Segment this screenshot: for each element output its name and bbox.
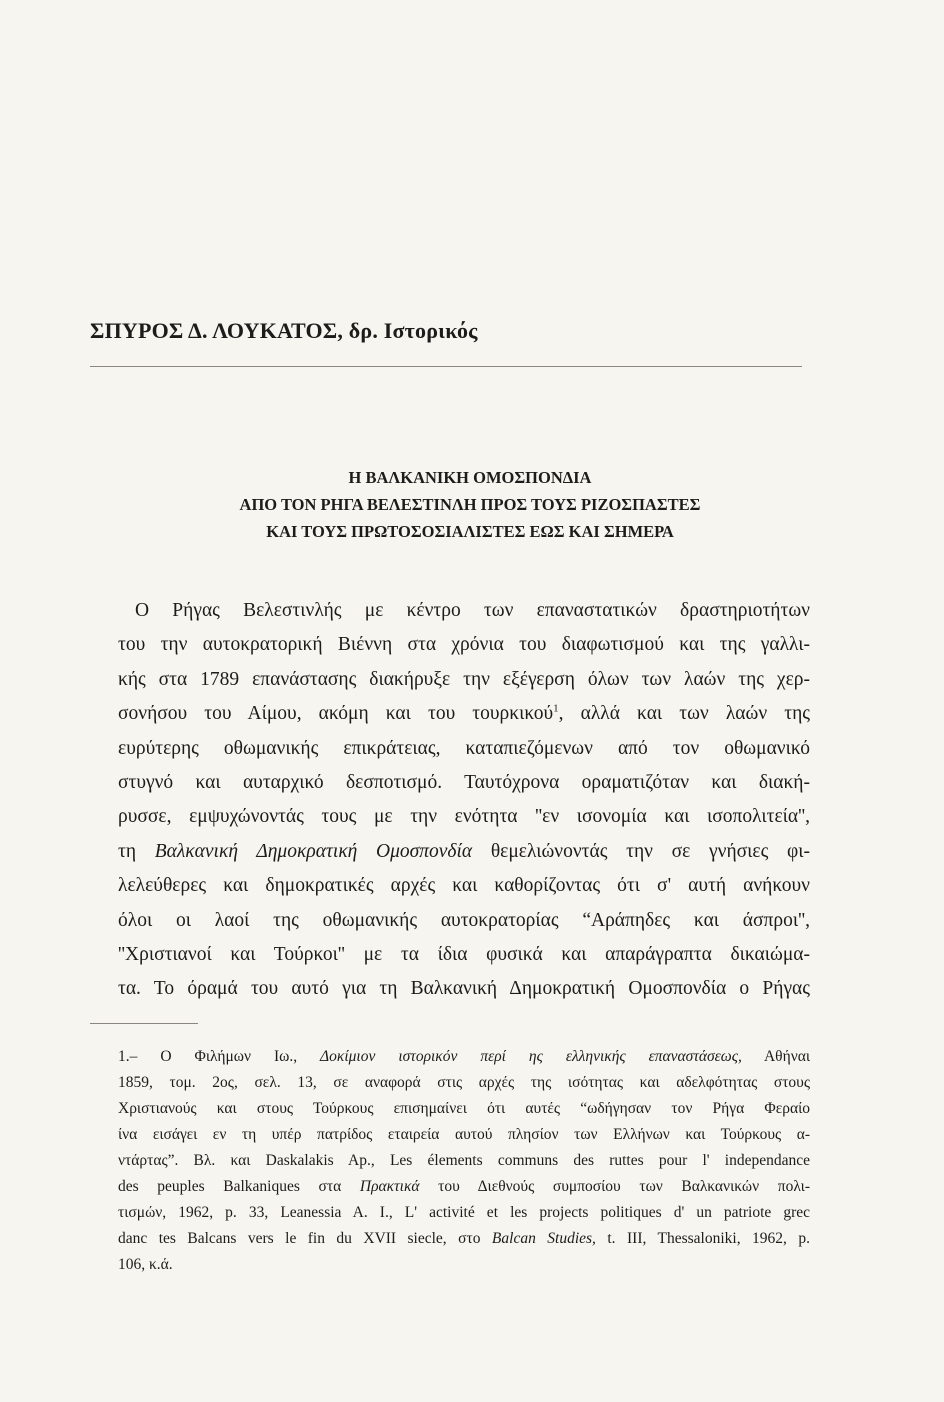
footnote-text-span: του Διεθνούς συμποσίου των Βαλκανικών πολι- — [419, 1178, 810, 1195]
footnote-line: 106, κ.ά. — [118, 1256, 173, 1273]
footnote-line: Χριστιανούς και στους Τούρκους επισημαίνει ότι αυτές “ωδήγησαν τον Ρήγα Φεραίο — [118, 1100, 810, 1117]
italic-term: Βαλκανική Δημοκρατική Ομοσπονδία — [154, 840, 473, 862]
body-line: τα. Το όραμά του αυτό για τη Βαλκανική Δημοκρατική Ομοσπονδία ο Ρήγας — [118, 978, 810, 1000]
body-line — [118, 697, 810, 731]
article-title — [120, 464, 820, 545]
footnote-line — [118, 1174, 810, 1200]
footnote-divider — [90, 1023, 198, 1024]
italic-title: Δοκίμιον ιστορικόν περί ης ελληνικής επαναστάσεως, — [320, 1048, 742, 1065]
body-text-span: σονήσου του Αίμου, ακόμη και του τουρκικού — [118, 703, 554, 725]
title-line: Η ΒΑΛΚΑΝΙΚΗ ΟΜΟΣΠΟΝΔΙΑ — [348, 468, 592, 487]
body-text-span: θεμελιώνοντάς την σε γνήσιες φι- — [472, 840, 810, 862]
author-line: ΣΠΥΡΟΣ Δ. ΛΟΥΚΑΤΟΣ, δρ. Ιστορικός — [90, 318, 478, 343]
footnote-line — [118, 1226, 810, 1252]
footnote-text-span: des peuples Balkaniques στα — [118, 1178, 360, 1195]
footnote-text-span: t. III, Thessaloniki, 1962, p. — [595, 1230, 810, 1247]
body-paragraph — [118, 594, 810, 1007]
body-line: κής στα 1789 επανάστασης διακήρυξε την εξέγερση όλων των λαών της χερ- — [118, 668, 810, 690]
footnote-text-span: 1.– Ο Φιλήμων Ιω., — [118, 1048, 321, 1065]
title-line: ΚΑΙ ΤΟΥΣ ΠΡΩΤΟΣΟΣΙΑΛΙΣΤΕΣ ΕΩΣ ΚΑΙ ΣΗΜΕΡΑ — [266, 522, 674, 541]
body-text-span: , αλλά και των λαών της — [558, 703, 810, 725]
body-text-span: τη — [118, 840, 155, 862]
footnote-line: 1859, τομ. 2ος, σελ. 13, σε αναφορά στις αρχές της ισότητας και αδελφότητας στους — [118, 1074, 810, 1091]
footnote-line: ίνα εισάγει εν τη υπέρ πατρίδος εταιρεία αυτού πλησίον των Ελλήνων και Τούρκους α- — [118, 1126, 810, 1143]
body-line: ευρύτερης οθωμανικής επικράτειας, καταπιεζόμενων από τον οθωμανικό — [118, 737, 810, 759]
body-line — [118, 835, 810, 869]
title-line: ΑΠΟ ΤΟΝ ΡΗΓΑ ΒΕΛΕΣΤΙΝΛΗ ΠΡΟΣ ΤΟΥΣ ΡΙΖΟΣΠΑΣΤΕΣ — [239, 495, 701, 514]
header-divider — [90, 366, 802, 367]
footnote-line: τισμών, 1962, p. 33, Leanessia A. I., L' activité et les projects politiques d' un patriote grec — [118, 1204, 810, 1221]
footnote-marker: 1 — [553, 702, 559, 715]
body-line: Ο Ρήγας Βελεστινλής με κέντρο των επαναστατικών δραστηριοτήτων — [135, 600, 810, 621]
italic-title: Πρακτικά — [359, 1178, 420, 1195]
italic-title: Balcan Studies, — [491, 1230, 596, 1247]
footnote-text-span: Αθήναι — [741, 1048, 811, 1065]
body-line: ρυσσε, εμψυχώνοντάς τους με την ενότητα ''εν ισονομία και ισοπολιτεία'', — [118, 806, 810, 828]
body-line: στυγνό και αυταρχικό δεσποτισμό. Ταυτόχρονα οραματιζόταν και διακή- — [118, 771, 810, 793]
footnote-line: ντάρτας”. Βλ. και Daskalakis Ap., Les élements communs des ruttes pour l' independance — [118, 1152, 810, 1169]
footnote-line — [118, 1044, 810, 1070]
footnote-text-span: danc tes Balcans vers le fin du XVII siecle, στο — [118, 1230, 492, 1247]
body-line: λελεύθερες και δημοκρατικές αρχές και καθορίζοντας ότι σ' αυτή ανήκουν — [118, 875, 810, 897]
body-line: του την αυτοκρατορική Βιέννη στα χρόνια του διαφωτισμού και της γαλλι- — [118, 634, 810, 656]
body-line: ''Χριστιανοί και Τούρκοι'' με τα ίδια φυσικά και απαράγραπτα δικαιώμα- — [118, 943, 810, 965]
footnote — [118, 1044, 810, 1278]
body-line: όλοι οι λαοί της οθωμανικής αυτοκρατορίας “Αράπηδες και άσπροι'', — [118, 909, 810, 931]
